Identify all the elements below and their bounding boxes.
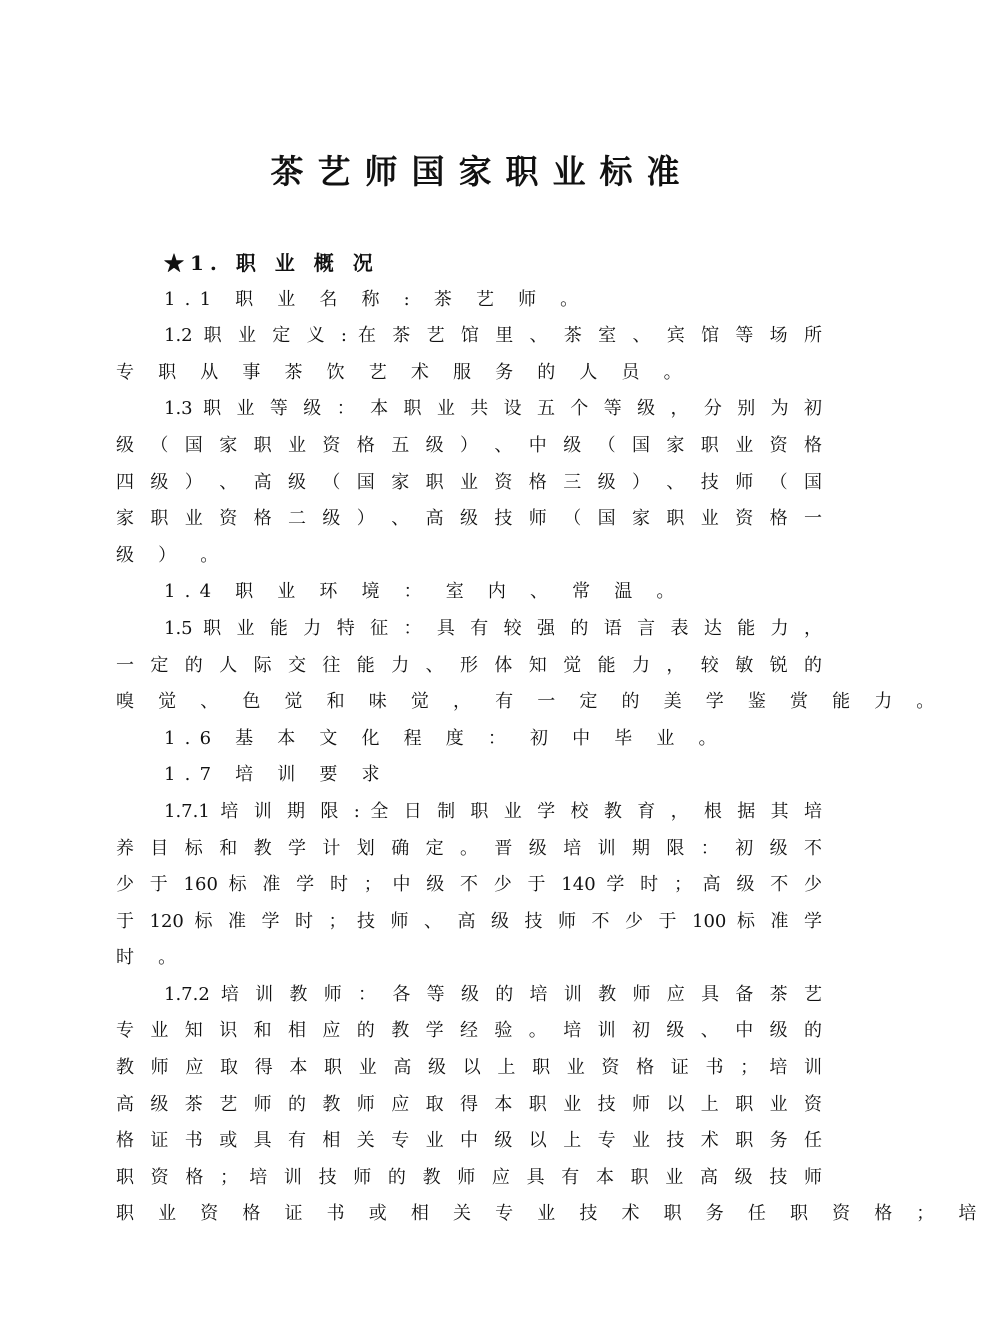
paragraph-p1-1 bbox=[116, 282, 822, 319]
paragraph-p1-5 bbox=[116, 611, 944, 721]
text-line: 级 （ 国 家 职 业 资 格 五 级 ） 、 中 级 （ 国 家 职 业 资 格 bbox=[116, 434, 822, 456]
text-line: 时 。 bbox=[116, 947, 186, 969]
text-line: 1.5 职 业 能 力 特 征 ： 具 有 较 强 的 语 言 表 达 能 力 ， bbox=[164, 617, 822, 639]
section-heading: ★1. 职 业 概 况 bbox=[164, 251, 379, 275]
text-line: 一 定 的 人 际 交 往 能 力 、 形 体 知 觉 能 力 ， 较 敏 锐 的 bbox=[116, 654, 822, 676]
paragraph-p1-7-1 bbox=[116, 794, 822, 977]
text-line: 级 ） 。 bbox=[116, 544, 228, 566]
text-line: 高 级 茶 艺 师 的 教 师 应 取 得 本 职 业 技 师 以 上 职 业 资 bbox=[116, 1093, 822, 1115]
text-line: 教 师 应 取 得 本 职 业 高 级 以 上 职 业 资 格 证 书 ； 培 训 bbox=[116, 1057, 822, 1079]
paragraph-p1-6 bbox=[116, 721, 822, 758]
text-line: 专 职 从 事 茶 饮 艺 术 服 务 的 人 员 。 bbox=[116, 361, 691, 383]
paragraph-list bbox=[116, 282, 986, 1233]
text-line: 1.6 基 本 文 化 程 度 ： 初 中 毕 业 。 bbox=[164, 727, 726, 749]
text-line: 四 级 ） 、 高 级 （ 国 家 职 业 资 格 三 级 ） 、 技 师 （ 国 bbox=[116, 471, 822, 493]
paragraph-p1-2 bbox=[116, 318, 822, 391]
text-line: 养 目 标 和 教 学 计 划 确 定 。 晋 级 培 训 期 限 ： 初 级 不 bbox=[116, 837, 822, 859]
text-line: 1.7 培 训 要 求 bbox=[164, 764, 389, 786]
paragraph-p1-7 bbox=[116, 757, 822, 794]
text-line: 1.3 职 业 等 级 ： 本 职 业 共 设 五 个 等 级 ， 分 别 为 初 bbox=[164, 398, 822, 420]
text-line: 1.1 职 业 名 称 : 茶 艺 师 。 bbox=[164, 288, 588, 310]
paragraph-p1-3 bbox=[116, 391, 822, 574]
text-line: 少 于 160 标 准 学 时 ； 中 级 不 少 于 140 学 时 ； 高 级 不 少 bbox=[116, 874, 822, 896]
document-body bbox=[116, 245, 986, 1233]
text-line: 1.4 职 业 环 境 ： 室 内 、 常 温 。 bbox=[164, 581, 684, 603]
text-line: 家 职 业 资 格 二 级 ） 、 高 级 技 师 （ 国 家 职 业 资 格 一 bbox=[116, 508, 822, 530]
text-line: 职 业 资 格 证 书 或 相 关 专 业 技 术 职 务 任 职 资 格 ； 培 bbox=[116, 1203, 986, 1225]
text-line: 1.7.2 培 训 教 师 ： 各 等 级 的 培 训 教 师 应 具 备 茶 艺 bbox=[164, 983, 822, 1005]
text-line: 1.2 职 业 定 义 : 在 茶 艺 馆 里 、 茶 室 、 宾 馆 等 场 所 bbox=[164, 325, 822, 347]
text-line: 1.7.1 培 训 期 限 : 全 日 制 职 业 学 校 教 育 ， 根 据 其 培 bbox=[164, 800, 822, 822]
document-title: 茶艺师国家职业标准 bbox=[270, 152, 694, 191]
paragraph-p1-4 bbox=[116, 574, 822, 611]
text-line: 格 证 书 或 具 有 相 关 专 业 中 级 以 上 专 业 技 术 职 务 任 bbox=[116, 1130, 822, 1152]
text-line: 专 业 知 识 和 相 应 的 教 学 经 验 。 培 训 初 级 、 中 级 的 bbox=[116, 1020, 822, 1042]
paragraph-p1-7-2 bbox=[116, 977, 986, 1233]
text-line: 嗅 觉 、 色 觉 和 味 觉 ， 有 一 定 的 美 学 鉴 赏 能 力 。 bbox=[116, 691, 944, 713]
text-line: 职 资 格 ； 培 训 技 师 的 教 师 应 具 有 本 职 业 高 级 技 师 bbox=[116, 1166, 822, 1188]
text-line: 于 120 标 准 学 时 ； 技 师 、 高 级 技 师 不 少 于 100 标 准 学 bbox=[116, 910, 822, 932]
